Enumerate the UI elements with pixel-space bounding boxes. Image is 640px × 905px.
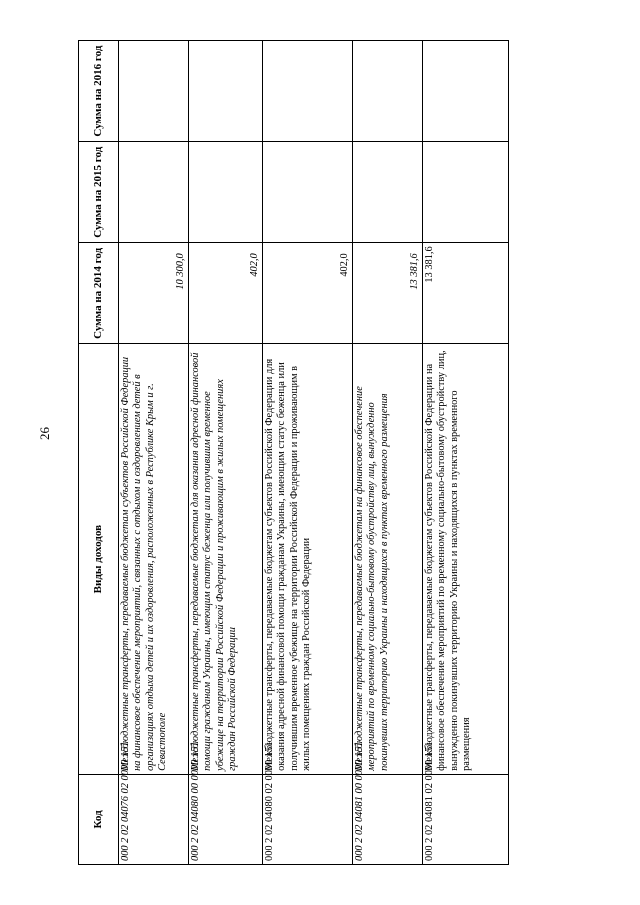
row-sum-2015 [353, 142, 423, 243]
header-code: Код [79, 774, 119, 864]
row-sum-2014: 10 300,0 [119, 243, 189, 344]
row-sum-2015 [263, 142, 353, 243]
table-row [423, 41, 509, 865]
row-sum-2016 [353, 41, 423, 142]
row-sum-2016 [119, 41, 189, 142]
row-code: 000 2 02 04080 00 0000 151 [189, 774, 263, 864]
header-sum-2015: Сумма на 2015 год [79, 142, 119, 243]
row-sum-2014: 402,0 [263, 243, 353, 344]
header-sum-2014: Сумма на 2014 год [79, 243, 119, 344]
header-sum-2016: Сумма на 2016 год [79, 41, 119, 142]
row-code: 000 2 02 04080 02 0000 151 [263, 774, 353, 864]
table-header-row [79, 41, 119, 865]
table-row [119, 41, 189, 865]
table-row [353, 41, 423, 865]
row-sum-2015 [189, 142, 263, 243]
row-sum-2016 [263, 41, 353, 142]
row-sum-2015 [119, 142, 189, 243]
row-sum-2015 [423, 142, 509, 243]
header-name: Виды доходов [79, 344, 119, 775]
row-code: 000 2 02 04076 02 0000 151 [119, 774, 189, 864]
row-sum-2016 [189, 41, 263, 142]
rotated-table-container [78, 40, 472, 865]
table-row [189, 41, 263, 865]
row-sum-2016 [423, 41, 509, 142]
row-sum-2014: 402,0 [189, 243, 263, 344]
table-row [263, 41, 353, 865]
row-name: Межбюджетные трансферты, передаваемые бюджетам субъектов Российской Федерации для оказания адресной финансовой помощи гражданам Украины, имеющим статус беженца или получившим временное убежище на территории Российской Федерации и проживающим в жилых помещениях граждан Российской Федерации [263, 344, 353, 775]
row-name: Межбюджетные трансферты, передаваемые бюджетам субъектов Российской Федерации на финансовое обеспечение мероприятий, связанных с отдыхом и оздоровлением детей в организациях отдыха детей и их оздоровления, расположенных в Республике Крым и г. Севастополе [119, 344, 189, 775]
page-number: 26 [37, 427, 52, 440]
row-name: Межбюджетные трансферты, передаваемые бюджетам для оказания адресной финансовой помощи гражданам Украины, имеющим статус беженца или получившим временное убежище на территории Российской Федерации и проживающим в жилых помещениях граждан Российской Федерации [189, 344, 263, 775]
row-name: Межбюджетные трансферты, передаваемые бюджетам субъектов Российской Федерации на финансовое обеспечение мероприятий по временному социально-бытовому обустройству лиц, вынужденно покинувших территорию Украины и находящихся в пунктах временного размещения [423, 344, 509, 775]
row-code: 000 2 02 04081 00 0000 151 [353, 774, 423, 864]
row-code: 000 2 02 04081 02 0000 151 [423, 774, 509, 864]
revenue-table [78, 40, 509, 865]
row-name: Межбюджетные трансферты, передаваемые бюджетам на финансовое обеспечение мероприятий по временному социально-бытовому обустройству лиц, вынужденно покинувших территорию Украины и находящихся в пунктах временного размещения [353, 344, 423, 775]
row-sum-2014: 13 381,6 [353, 243, 423, 344]
row-sum-2014: 13 381,6 [423, 243, 509, 344]
